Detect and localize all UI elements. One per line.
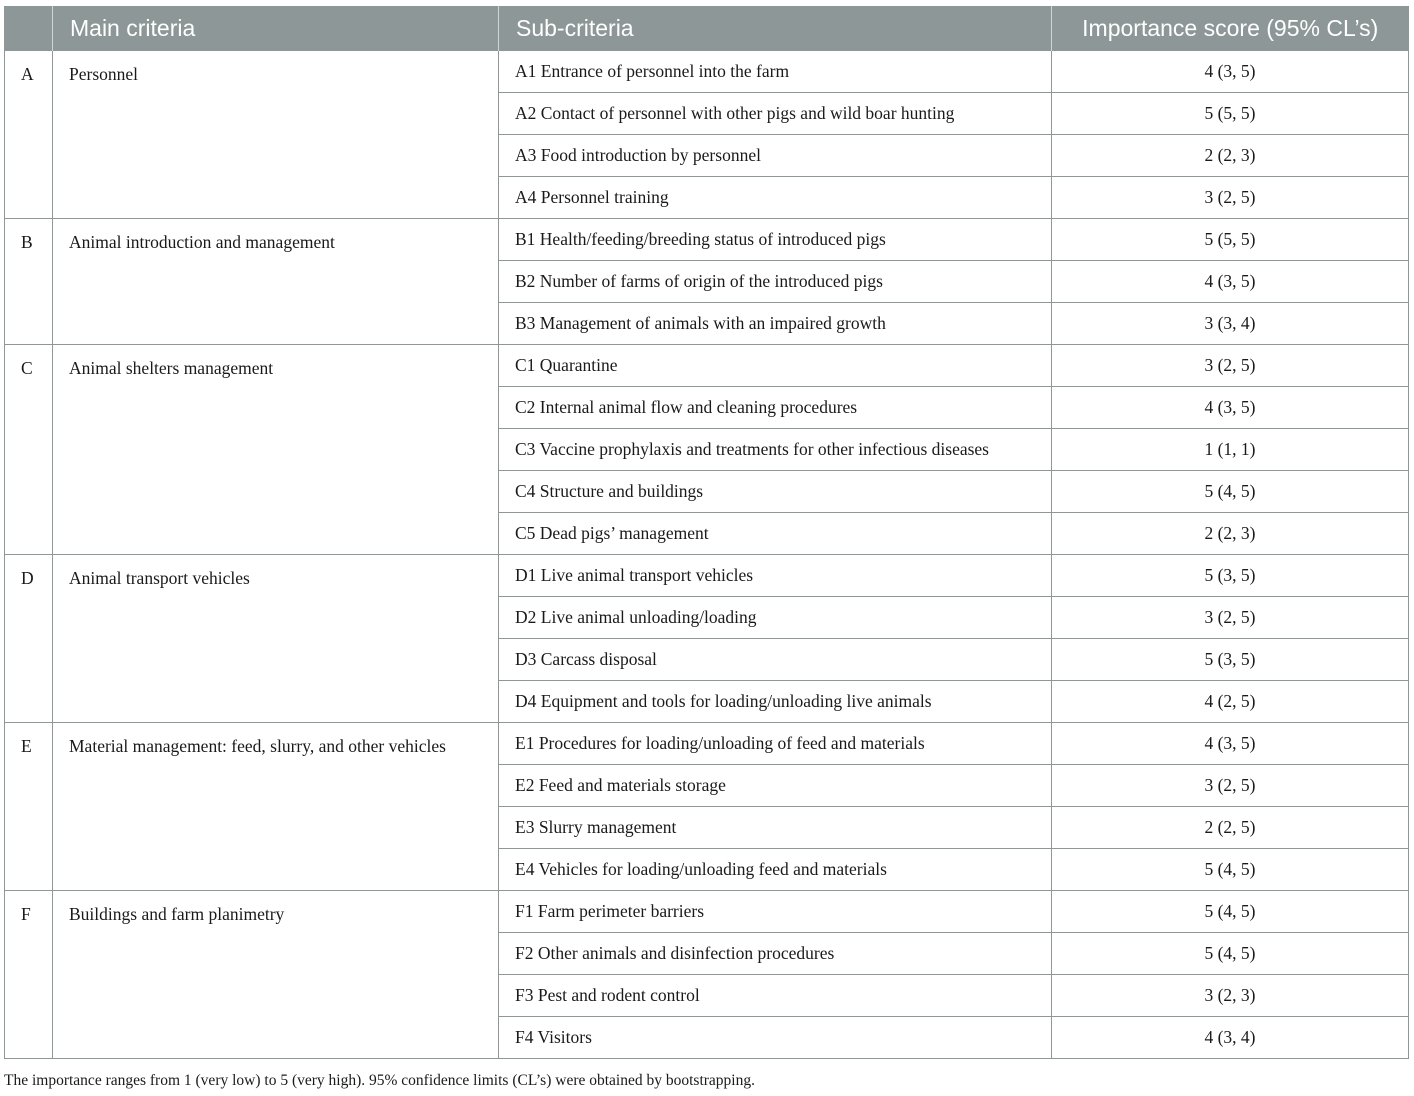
importance-score: 4 (3, 5) [1052, 51, 1409, 93]
importance-score: 1 (1, 1) [1052, 429, 1409, 471]
sub-criterion: A2 Contact of personnel with other pigs and wild boar hunting [499, 93, 1052, 135]
group-letter: F [5, 891, 53, 1059]
group-letter: D [5, 555, 53, 723]
table-footnote: The importance ranges from 1 (very low) to 5 (very high). 95% confidence limits (CL’s) were obtained by bootstrapping. [4, 1072, 755, 1089]
importance-score: 4 (3, 5) [1052, 723, 1409, 765]
header-letter [5, 6, 53, 51]
main-criterion: Buildings and farm planimetry [53, 891, 499, 1059]
sub-criterion: E2 Feed and materials storage [499, 765, 1052, 807]
sub-criterion: E1 Procedures for loading/unloading of feed and materials [499, 723, 1052, 765]
group-letter: A [5, 51, 53, 219]
sub-criterion: D3 Carcass disposal [499, 639, 1052, 681]
sub-criterion: D1 Live animal transport vehicles [499, 555, 1052, 597]
sub-criterion: B2 Number of farms of origin of the introduced pigs [499, 261, 1052, 303]
table-row [5, 51, 1409, 93]
sub-criterion: B3 Management of animals with an impaired growth [499, 303, 1052, 345]
importance-score: 5 (3, 5) [1052, 555, 1409, 597]
importance-score: 4 (3, 5) [1052, 261, 1409, 303]
sub-criterion: F4 Visitors [499, 1017, 1052, 1059]
sub-criterion: C1 Quarantine [499, 345, 1052, 387]
table-row [5, 723, 1409, 765]
group-letter: E [5, 723, 53, 891]
header-row [5, 6, 1409, 51]
group-letter: B [5, 219, 53, 345]
sub-criterion: E3 Slurry management [499, 807, 1052, 849]
table-row [5, 219, 1409, 261]
importance-score: 5 (5, 5) [1052, 219, 1409, 261]
main-criterion: Material management: feed, slurry, and other vehicles [53, 723, 499, 891]
importance-score: 4 (3, 5) [1052, 387, 1409, 429]
table-body [5, 51, 1409, 1059]
sub-criterion: C2 Internal animal flow and cleaning procedures [499, 387, 1052, 429]
main-criterion: Animal shelters management [53, 345, 499, 555]
importance-score: 5 (4, 5) [1052, 849, 1409, 891]
importance-score: 2 (2, 3) [1052, 513, 1409, 555]
group-letter: C [5, 345, 53, 555]
importance-score: 3 (3, 4) [1052, 303, 1409, 345]
sub-criterion: C4 Structure and buildings [499, 471, 1052, 513]
header-main-criteria: Main criteria [53, 6, 499, 51]
importance-score: 3 (2, 5) [1052, 765, 1409, 807]
sub-criterion: D2 Live animal unloading/loading [499, 597, 1052, 639]
sub-criterion: F1 Farm perimeter barriers [499, 891, 1052, 933]
importance-score: 5 (5, 5) [1052, 93, 1409, 135]
importance-score: 5 (4, 5) [1052, 933, 1409, 975]
importance-score: 3 (2, 5) [1052, 177, 1409, 219]
importance-score: 5 (4, 5) [1052, 471, 1409, 513]
main-criterion: Animal introduction and management [53, 219, 499, 345]
importance-score: 4 (2, 5) [1052, 681, 1409, 723]
importance-score: 2 (2, 5) [1052, 807, 1409, 849]
importance-score: 3 (2, 3) [1052, 975, 1409, 1017]
sub-criterion: D4 Equipment and tools for loading/unloading live animals [499, 681, 1052, 723]
importance-score: 4 (3, 4) [1052, 1017, 1409, 1059]
main-criterion: Animal transport vehicles [53, 555, 499, 723]
importance-score: 2 (2, 3) [1052, 135, 1409, 177]
sub-criterion: A1 Entrance of personnel into the farm [499, 51, 1052, 93]
table-row [5, 891, 1409, 933]
table-row [5, 345, 1409, 387]
header-sub-criteria: Sub-criteria [499, 6, 1052, 51]
importance-score: 5 (4, 5) [1052, 891, 1409, 933]
main-criterion: Personnel [53, 51, 499, 219]
sub-criterion: C5 Dead pigs’ management [499, 513, 1052, 555]
sub-criterion: B1 Health/feeding/breeding status of introduced pigs [499, 219, 1052, 261]
sub-criterion: A3 Food introduction by personnel [499, 135, 1052, 177]
sub-criterion: C3 Vaccine prophylaxis and treatments for other infectious diseases [499, 429, 1052, 471]
sub-criterion: E4 Vehicles for loading/unloading feed and materials [499, 849, 1052, 891]
criteria-table [4, 6, 1409, 1059]
importance-score: 5 (3, 5) [1052, 639, 1409, 681]
importance-score: 3 (2, 5) [1052, 597, 1409, 639]
table-row [5, 555, 1409, 597]
header-importance-score: Importance score (95% CL’s) [1052, 6, 1409, 51]
importance-score: 3 (2, 5) [1052, 345, 1409, 387]
sub-criterion: A4 Personnel training [499, 177, 1052, 219]
sub-criterion: F3 Pest and rodent control [499, 975, 1052, 1017]
sub-criterion: F2 Other animals and disinfection procedures [499, 933, 1052, 975]
